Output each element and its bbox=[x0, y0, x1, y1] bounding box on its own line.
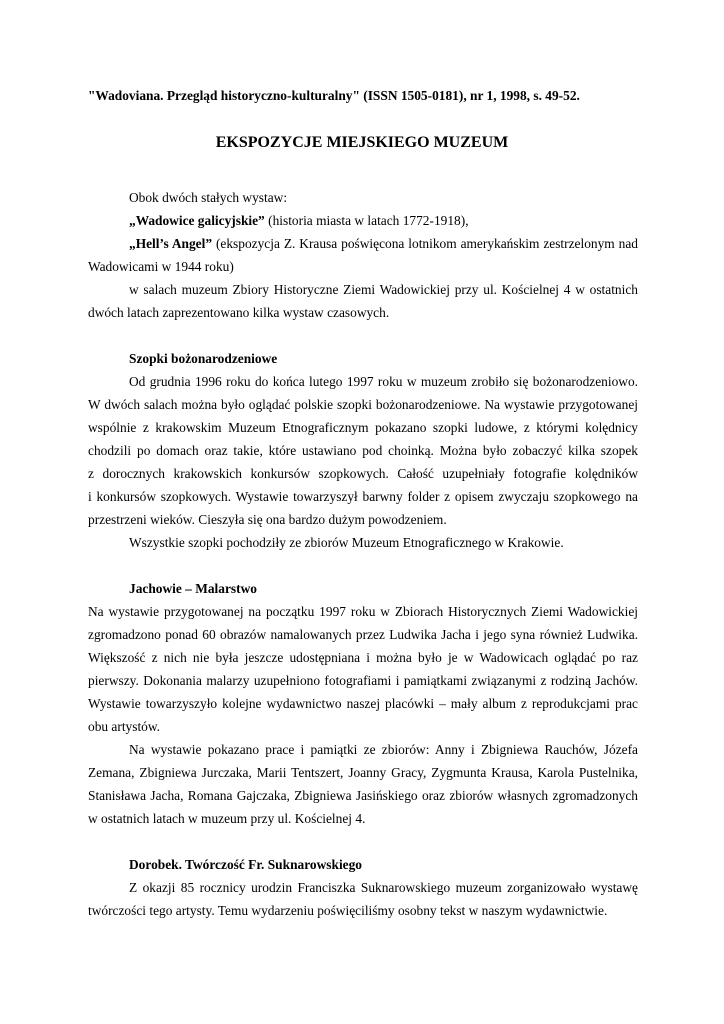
intro-line: Wadowicami w 1944 roku) bbox=[88, 259, 234, 274]
section-heading: Szopki bożonarodzeniowe bbox=[129, 351, 278, 366]
paragraph-line: pierwszy. Dokonania malarzy uzupełniono fotografiami i pamiątkami związanymi z rodziną Jachów. bbox=[88, 673, 638, 688]
exhibition-name: „Wadowice galicyjskie” bbox=[129, 213, 265, 228]
paragraph-line: obu artystów. bbox=[88, 719, 161, 734]
paragraph-line: w ostatnich latach w muzeum przy ul. Kościelnej 4. bbox=[88, 811, 366, 826]
paragraph-line: Od grudnia 1996 roku do końca lutego 1997 roku w muzeum zrobiło się bożonarodzeniowo. bbox=[129, 374, 638, 389]
paragraph-line: Większość z nich nie była jeszcze udostępniana i można było je w Wadowicach oglądać po raz bbox=[88, 650, 638, 665]
exhibition-desc: (historia miasta w latach 1772-1918), bbox=[264, 213, 469, 228]
paragraph-line: przestrzeni wieków. Cieszyła się ona bardzo dużym powodzeniem. bbox=[88, 512, 447, 527]
paragraph-line: Na wystawie przygotowanej na początku 1997 roku w Zbiorach Historycznych Ziemi Wadowickiej bbox=[88, 604, 638, 619]
paragraph-line: Wystawie towarzyszyło kolejne wydawnictwo naszej placówki – mały album z reprodukcjami prac bbox=[88, 696, 638, 711]
paragraph-line: Na wystawie pokazano prace i pamiątki ze zbiorów: Anny i Zbigniewa Rauchów, Józefa bbox=[129, 742, 638, 757]
section-heading: Jachowie – Malarstwo bbox=[129, 581, 257, 596]
exhibition-name: „Hell’s Angel” bbox=[129, 236, 213, 251]
intro-line-exhibition-2 bbox=[129, 236, 638, 252]
section-heading: Dorobek. Twórczość Fr. Suknarowskiego bbox=[129, 857, 362, 872]
paragraph-line: Z okazji 85 rocznicy urodzin Franciszka Suknarowskiego muzeum zorganizowało wystawę bbox=[129, 880, 638, 895]
intro-line: w salach muzeum Zbiory Historyczne Ziemi Wadowickiej przy ul. Kościelnej 4 w ostatnich bbox=[129, 282, 638, 297]
intro-line: Obok dwóch stałych wystaw: bbox=[129, 190, 288, 205]
paragraph-line: twórczości tego artysty. Temu wydarzeniu poświęciliśmy osobny tekst w naszym wydawnictwie. bbox=[88, 903, 608, 918]
paragraph-line: z dorocznych krakowskich konkursów szopkowych. Całość uzupełniały fotografie kolędników bbox=[88, 466, 638, 481]
paragraph-line: Stanisława Jacha, Romana Gajczaka, Zbigniewa Jasińskiego oraz zbiorów własnych zgromadzonych bbox=[88, 788, 638, 803]
intro-line: dwóch latach zaprezentowano kilka wystaw czasowych. bbox=[88, 305, 390, 320]
paragraph-line: chodzili po domach oraz takie, które ustawiano pod choinką. Można było zobaczyć kilka szopek bbox=[88, 443, 638, 458]
exhibition-desc: (ekspozycja Z. Krausa poświęcona lotnikom amerykańskim zestrzelonym nad bbox=[212, 236, 638, 251]
paragraph-line: i konkursów szopkowych. Wystawie towarzyszył barwny folder z opisem zwyczaju szopkowego na bbox=[88, 489, 638, 504]
source-citation: "Wadoviana. Przegląd historyczno-kulturalny" (ISSN 1505-0181), nr 1, 1998, s. 49-52. bbox=[88, 88, 580, 103]
paragraph-line: W dwóch salach można było oglądać polskie szopki bożonarodzeniowe. Na wystawie przygotowanej bbox=[88, 397, 638, 412]
paragraph-line: wspólnie z krakowskim Muzeum Etnograficznym pokazano szopki ludowe, z którymi kolędnicy bbox=[88, 420, 638, 435]
intro-line-exhibition-1 bbox=[129, 213, 638, 229]
paragraph-line: Zemana, Zbigniewa Jurczaka, Marii Tentszert, Joanny Gracy, Zygmunta Krausa, Karola Pustelnika, bbox=[88, 765, 638, 780]
paragraph-line: zgromadzono ponad 60 obrazów namalowanych przez Ludwika Jacha i jego syna również Ludwika. bbox=[88, 627, 638, 642]
paragraph-line: Wszystkie szopki pochodziły ze zbiorów Muzeum Etnograficznego w Krakowie. bbox=[129, 535, 564, 550]
page-title: EKSPOZYCJE MIEJSKIEGO MUZEUM bbox=[215, 134, 509, 151]
